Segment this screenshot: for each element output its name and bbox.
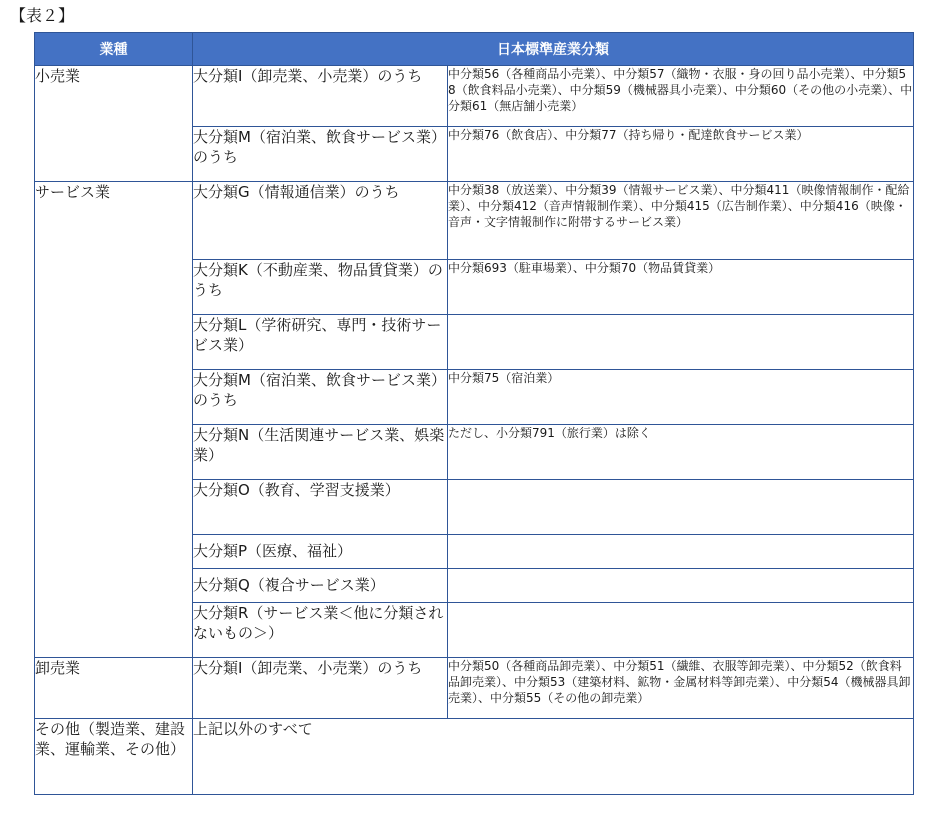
- major-category-cell: 大分類M（宿泊業、飲食サービス業）のうち: [193, 127, 448, 182]
- industry-classification-table: [34, 32, 914, 795]
- detail-cell: 中分類693（駐車場業）、中分類70（物品賃貸業）: [448, 260, 914, 315]
- table-row: [35, 658, 914, 719]
- table-row: [35, 182, 914, 260]
- major-category-cell: 大分類I（卸売業、小売業）のうち: [193, 66, 448, 127]
- detail-cell: [448, 535, 914, 569]
- major-category-cell: 大分類O（教育、学習支援業）: [193, 480, 448, 535]
- major-category-cell: 大分類R（サービス業＜他に分類されないもの＞）: [193, 603, 448, 658]
- detail-cell: ただし、小分類791（旅行業）は除く: [448, 425, 914, 480]
- detail-cell: 中分類50（各種商品卸売業）、中分類51（繊維、衣服等卸売業）、中分類52（飲食料品卸売業）、中分類53（建築材料、鉱物・金属材料等卸売業）、中分類54（機械器具卸売業）、中分類55（その他の卸売業）: [448, 658, 914, 719]
- major-category-cell: 大分類Q（複合サービス業）: [193, 569, 448, 603]
- major-category-cell: 大分類M（宿泊業、飲食サービス業）のうち: [193, 370, 448, 425]
- detail-cell: [448, 480, 914, 535]
- detail-cell: [448, 569, 914, 603]
- table-row: [35, 66, 914, 127]
- industry-type-wholesale: 卸売業: [35, 658, 193, 719]
- detail-cell: 中分類75（宿泊業）: [448, 370, 914, 425]
- other-description-cell: 上記以外のすべて: [193, 719, 914, 795]
- table-caption: 【表２】: [10, 6, 75, 25]
- table-row: [35, 719, 914, 795]
- industry-type-service: サービス業: [35, 182, 193, 658]
- detail-cell: [448, 603, 914, 658]
- major-category-cell: 大分類K（不動産業、物品賃貸業）のうち: [193, 260, 448, 315]
- detail-cell: 中分類56（各種商品小売業）、中分類57（織物・衣服・身の回り品小売業）、中分類58（飲食料品小売業）、中分類59（機械器具小売業）、中分類60（その他の小売業）、中分類61（無店舗小売業）: [448, 66, 914, 127]
- major-category-cell: 大分類N（生活関連サービス業、娯楽業）: [193, 425, 448, 480]
- table-header-row: [35, 33, 914, 66]
- major-category-cell: 大分類G（情報通信業）のうち: [193, 182, 448, 260]
- detail-cell: 中分類38（放送業）、中分類39（情報サービス業）、中分類411（映像情報制作・配給業）、中分類412（音声情報制作業）、中分類415（広告制作業）、中分類416（映像・音声・文字情報制作に附帯するサービス業）: [448, 182, 914, 260]
- industry-type-retail: 小売業: [35, 66, 193, 182]
- header-industry-type: 業種: [35, 33, 193, 66]
- major-category-cell: 大分類I（卸売業、小売業）のうち: [193, 658, 448, 719]
- detail-cell: 中分類76（飲食店）、中分類77（持ち帰り・配達飲食サービス業）: [448, 127, 914, 182]
- header-jsic: 日本標準産業分類: [193, 33, 914, 66]
- detail-cell: [448, 315, 914, 370]
- major-category-cell: 大分類P（医療、福祉）: [193, 535, 448, 569]
- industry-type-other: その他（製造業、建設業、運輸業、その他）: [35, 719, 193, 795]
- major-category-cell: 大分類L（学術研究、専門・技術サービス業）: [193, 315, 448, 370]
